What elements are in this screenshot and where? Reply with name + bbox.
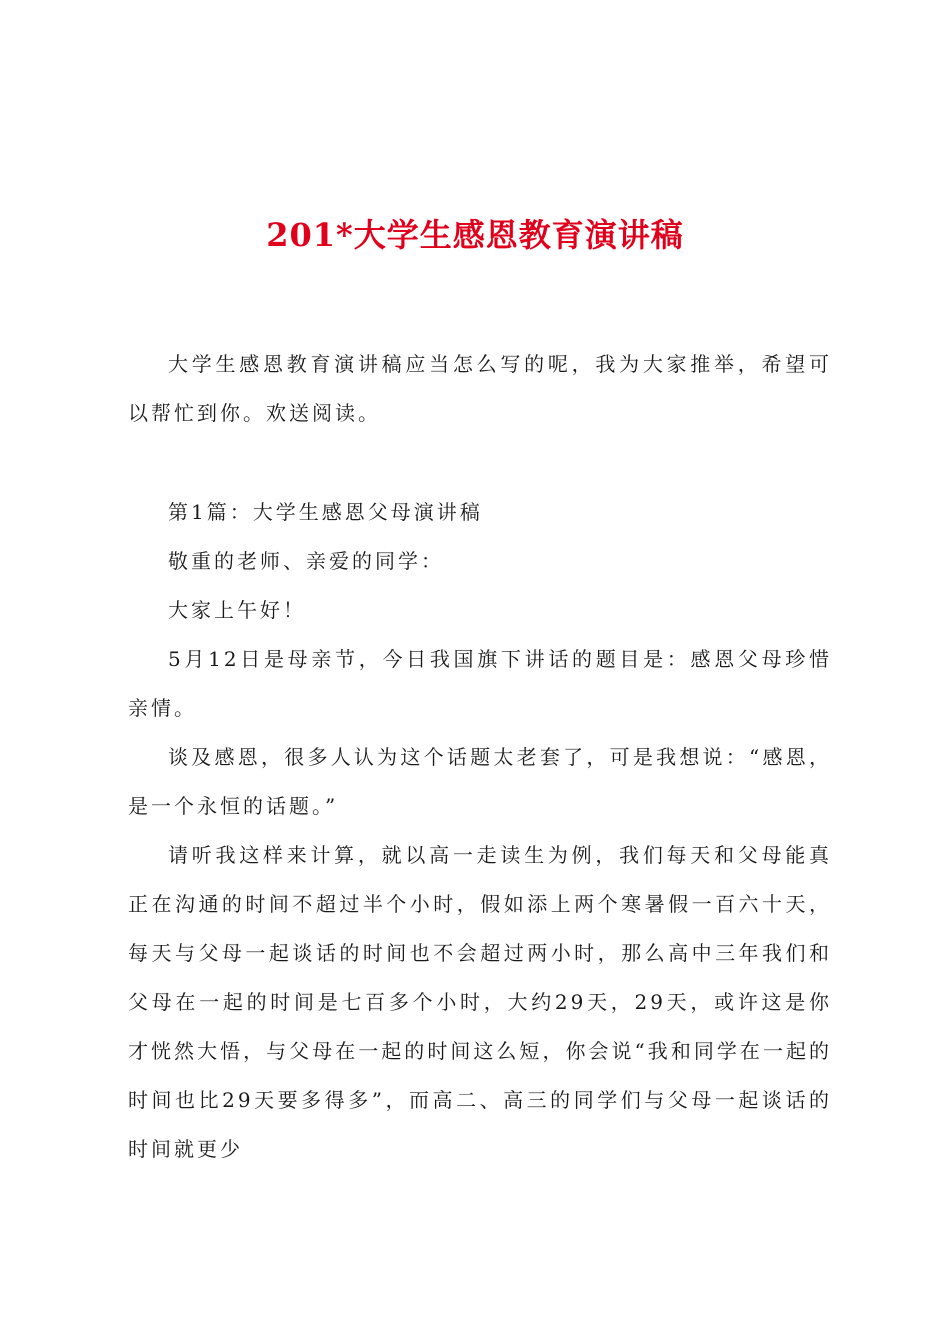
intro-paragraph: 大学生感恩教育演讲稿应当怎么写的呢，我为大家推举，希望可以帮忙到你。欢送阅读。	[128, 352, 832, 425]
document-title: 201*大学生感恩教育演讲稿	[266, 216, 684, 254]
body-paragraph: 5月12日是母亲节，今日我国旗下讲话的题目是：感恩父母珍惜亲情。	[128, 647, 832, 720]
section-heading: 第1篇：大学生感恩父母演讲稿	[168, 500, 483, 524]
document-body	[128, 340, 832, 1174]
greeting: 大家上午好！	[168, 598, 306, 622]
body-paragraph: 谈及感恩，很多人认为这个话题太老套了，可是我想说：“感恩，是一个永恒的话题。”	[128, 745, 832, 818]
salutation: 敬重的老师、亲爱的同学：	[168, 549, 444, 573]
body-paragraph: 请听我这样来计算，就以高一走读生为例，我们每天和父母能真正在沟通的时间不超过半个小时，假如添上两个寒暑假一百六十天，每天与父母一起谈话的时间也不会超过两小时，那么高中三年我们和父母在一起的时间是七百多个小时，大约29天，29天，或许这是你才恍然大悟，与父母在一起的时间这么短，你会说“我和同学在一起的时间也比29天要多得多”，而高二、高三的同学们与父母一起谈话的时间就更少	[128, 843, 832, 1161]
